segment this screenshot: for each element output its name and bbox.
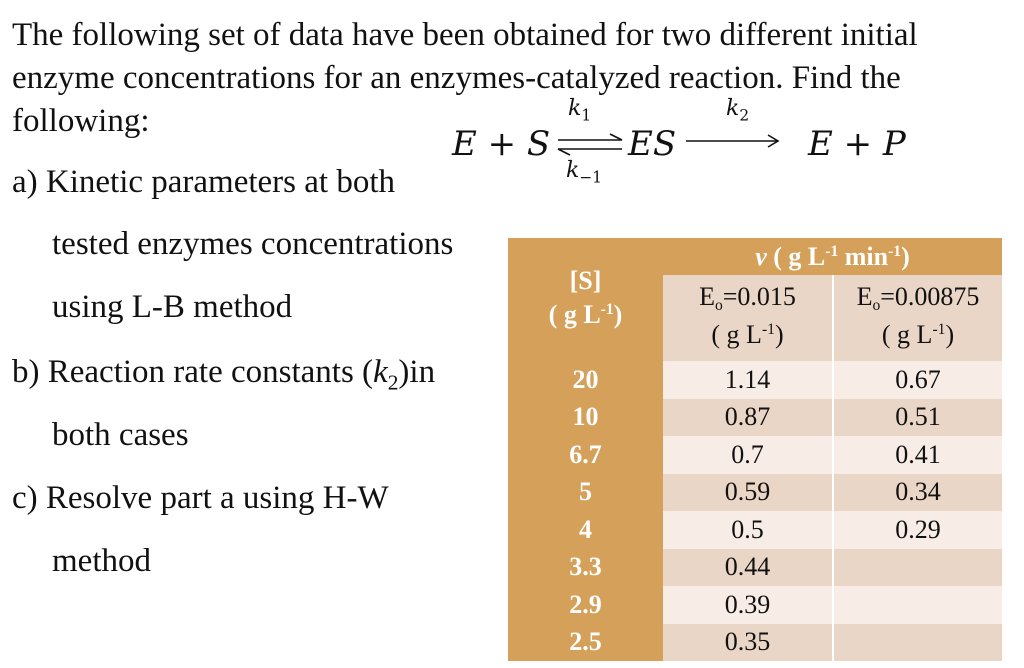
rate-cell-e2: 0.67 [833, 361, 1002, 399]
rate-cell-e2: 0.51 [833, 399, 1002, 437]
enzyme-conc-header-2: $E_o=0.00875$ ( g $L^{-1}$) [833, 275, 1002, 361]
intro-text: The following set of data have been obtained for two different initial enzyme concentrations for an enzymes-catalyzed reaction. Find the following: [12, 17, 918, 139]
k-minus1-label: $k_{-1}$ [566, 158, 603, 187]
table-row [508, 436, 1002, 474]
table-row [508, 624, 1002, 662]
table-row [508, 549, 1002, 587]
rate-cell-e2: 0.34 [833, 474, 1002, 512]
equilibrium-arrows-icon [556, 134, 626, 156]
question-b-line2: both cases [52, 417, 189, 453]
rate-cell-e2 [833, 624, 1002, 662]
substrate-cell: 5 [508, 474, 663, 512]
table-row [508, 511, 1002, 549]
question-b-line1: b) Reaction rate constants $(k_2)in$ [12, 354, 436, 395]
question-c-line2: method [52, 543, 151, 579]
velocity-header: v ( g $L^{-1}$ $\min^{-1}$) [663, 238, 1002, 275]
rate-cell-e2 [833, 586, 1002, 624]
table-row [508, 586, 1002, 624]
rate-cell-e1: 1.14 [663, 361, 833, 399]
k1-label: $k_1$ [568, 96, 592, 125]
question-a-line2: tested enzymes concentrations [52, 226, 454, 262]
equation-complex: ES [628, 124, 677, 164]
rate-cell-e1: 0.7 [663, 436, 833, 474]
rate-cell-e1: 0.35 [663, 624, 833, 662]
forward-arrow-icon [686, 134, 782, 148]
rate-cell-e2 [833, 549, 1002, 587]
question-a-line1: a) Kinetic parameters at both [12, 164, 395, 200]
equation-lhs: E + S [452, 124, 551, 164]
equation-rhs: E + P [808, 124, 906, 164]
rate-cell-e1: 0.59 [663, 474, 833, 512]
substrate-cell: 2.5 [508, 624, 663, 662]
rate-cell-e1: 0.44 [663, 549, 833, 587]
question-c-line1: c) Resolve part a using H-W [12, 480, 389, 516]
k2-label: $k_2$ [726, 96, 750, 125]
substrate-cell: 10 [508, 399, 663, 437]
question-a-line3: using L-B method [52, 289, 293, 325]
substrate-cell: 4 [508, 511, 663, 549]
table-row [508, 474, 1002, 512]
substrate-cell: 2.9 [508, 586, 663, 624]
table-row [508, 399, 1002, 437]
substrate-cell: 3.3 [508, 549, 663, 587]
data-table [508, 238, 1002, 661]
enzyme-conc-header-1: $E_o=0.015$ ( g $L^{-1}$) [663, 275, 833, 361]
substrate-header: [S] ( g $L^{-1}$) [508, 238, 663, 361]
substrate-cell: 20 [508, 361, 663, 399]
substrate-cell: 6.7 [508, 436, 663, 474]
table-row [508, 361, 1002, 399]
rate-cell-e1: 0.39 [663, 586, 833, 624]
rate-cell-e2: 0.29 [833, 511, 1002, 549]
rate-cell-e1: 0.87 [663, 399, 833, 437]
rate-cell-e1: 0.5 [663, 511, 833, 549]
rate-cell-e2: 0.41 [833, 436, 1002, 474]
